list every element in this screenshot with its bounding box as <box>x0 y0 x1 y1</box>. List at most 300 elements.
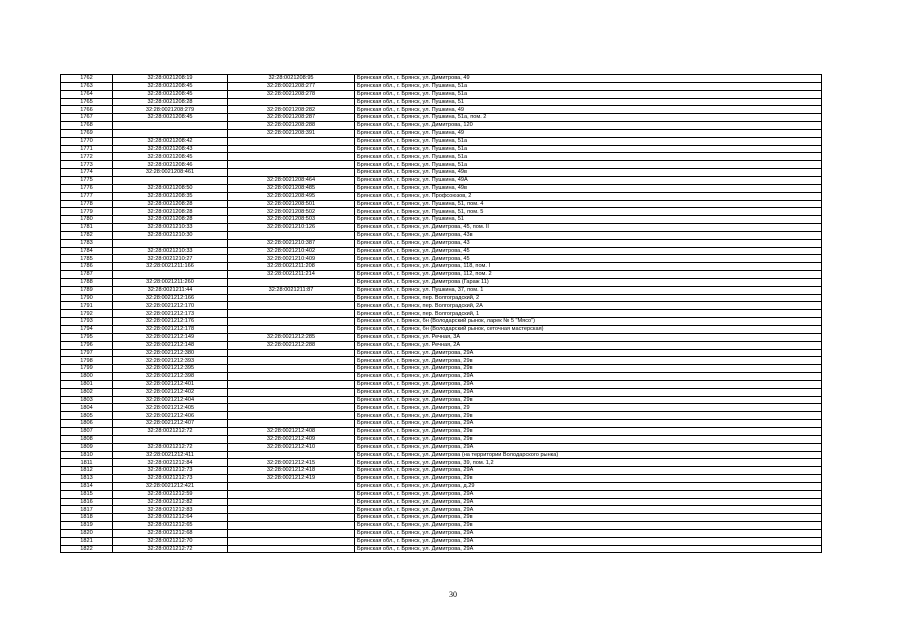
table-row <box>61 239 822 247</box>
building-number-cell <box>228 294 355 302</box>
table-body <box>61 75 822 553</box>
row-number-cell: 1798 <box>61 357 113 365</box>
address-cell: Брянская обл., г. Брянск, ул. Пушкина, 49 <box>355 129 822 137</box>
building-number-cell: 32:28:0021208:278 <box>228 90 355 98</box>
address-cell: Брянская обл., г. Брянск, ул. Димитрова, 29А <box>355 490 822 498</box>
row-number-cell: 1817 <box>61 506 113 514</box>
table-row <box>61 184 822 192</box>
address-cell: Брянская обл., г. Брянск, ул. Пушкина, 51а <box>355 161 822 169</box>
address-cell: Брянская обл., г. Брянск, ул. Димитрова, 29в <box>355 357 822 365</box>
table-row <box>61 200 822 208</box>
building-number-cell <box>228 380 355 388</box>
row-number-cell: 1772 <box>61 153 113 161</box>
building-number-cell: 32:28:0021210:387 <box>228 239 355 247</box>
land-parcel-number-cell: 32:28:0021212:149 <box>113 333 228 341</box>
table-row <box>61 122 822 130</box>
table-row <box>61 482 822 490</box>
address-cell: Брянская обл., г. Брянск, ул. Димитрова, 112, пом. 2 <box>355 271 822 279</box>
building-number-cell <box>228 404 355 412</box>
row-number-cell: 1804 <box>61 404 113 412</box>
address-cell: Брянская обл., г. Брянск, бн (Володарский рынок, сеточная мастерская) <box>355 326 822 334</box>
address-cell: Брянская обл., г. Брянск, ул. Димитрова, 29А <box>355 349 822 357</box>
building-number-cell: 32:28:0021208:503 <box>228 216 355 224</box>
table-row <box>61 475 822 483</box>
row-number-cell: 1820 <box>61 529 113 537</box>
building-number-cell <box>228 396 355 404</box>
land-parcel-number-cell: 32:28:0021208:45 <box>113 153 228 161</box>
land-parcel-number-cell: 32:28:0021212:72 <box>113 545 228 553</box>
row-number-cell: 1784 <box>61 247 113 255</box>
table-row <box>61 459 822 467</box>
row-number-cell: 1794 <box>61 326 113 334</box>
address-cell: Брянская обл., г. Брянск, ул. Профсоюзов, 2 <box>355 192 822 200</box>
row-number-cell: 1814 <box>61 482 113 490</box>
table-row <box>61 326 822 334</box>
row-number-cell: 1793 <box>61 318 113 326</box>
land-parcel-number-cell: 32:28:0021212:407 <box>113 420 228 428</box>
land-parcel-number-cell <box>113 176 228 184</box>
address-cell: Брянская обл., г. Брянск, ул. Пушкина, 51 <box>355 216 822 224</box>
address-cell: Брянская обл., г. Брянск, ул. Димитрова, 29А <box>355 506 822 514</box>
land-parcel-number-cell: 32:28:0021212:84 <box>113 459 228 467</box>
land-parcel-number-cell: 32:28:0021210:33 <box>113 224 228 232</box>
row-number-cell: 1821 <box>61 537 113 545</box>
land-parcel-number-cell: 32:28:0021212:405 <box>113 404 228 412</box>
table-row <box>61 373 822 381</box>
table-row <box>61 286 822 294</box>
table-row <box>61 310 822 318</box>
table-row <box>61 216 822 224</box>
land-parcel-number-cell: 32:28:0021208:28 <box>113 208 228 216</box>
table-row <box>61 506 822 514</box>
row-number-cell: 1770 <box>61 137 113 145</box>
land-parcel-number-cell: 32:28:0021212:68 <box>113 529 228 537</box>
address-cell: Брянская обл., г. Брянск, ул. Димитрова, 29А <box>355 467 822 475</box>
building-number-cell: 32:28:0021208:502 <box>228 208 355 216</box>
row-number-cell: 1795 <box>61 333 113 341</box>
land-parcel-number-cell: 32:28:0021208:461 <box>113 169 228 177</box>
land-parcel-number-cell: 32:28:0021212:64 <box>113 514 228 522</box>
building-number-cell: 32:28:0021211:208 <box>228 263 355 271</box>
building-number-cell <box>228 545 355 553</box>
row-number-cell: 1789 <box>61 286 113 294</box>
address-cell: Брянская обл., г. Брянск, ул. Димитрова, 29в <box>355 412 822 420</box>
address-cell: Брянская обл., г. Брянск, ул. Димитрова, 29в <box>355 514 822 522</box>
building-number-cell <box>228 506 355 514</box>
address-cell: Брянская обл., г. Брянск, ул. Димитрова, 29А <box>355 545 822 553</box>
land-parcel-number-cell: 32:28:0021208:43 <box>113 145 228 153</box>
land-parcel-number-cell: 32:28:0021212:72 <box>113 427 228 435</box>
table-row <box>61 396 822 404</box>
land-parcel-number-cell: 32:28:0021208:45 <box>113 90 228 98</box>
row-number-cell: 1802 <box>61 388 113 396</box>
table-row <box>61 98 822 106</box>
row-number-cell: 1810 <box>61 451 113 459</box>
building-number-cell: 32:28:0021211:214 <box>228 271 355 279</box>
address-cell: Брянская обл., г. Брянск, ул. Пушкина, 49в <box>355 184 822 192</box>
address-cell: Брянская обл., г. Брянск, ул. Димитрова, 29 <box>355 404 822 412</box>
address-cell: Брянская обл., г. Брянск, ул. Димитрова, 45 <box>355 247 822 255</box>
row-number-cell: 1773 <box>61 161 113 169</box>
row-number-cell: 1803 <box>61 396 113 404</box>
address-cell: Брянская обл., г. Брянск, ул. Димитрова, 120 <box>355 122 822 130</box>
row-number-cell: 1788 <box>61 278 113 286</box>
row-number-cell: 1781 <box>61 224 113 232</box>
building-number-cell <box>228 537 355 545</box>
land-parcel-number-cell: 32:28:0021211:44 <box>113 286 228 294</box>
building-number-cell <box>228 161 355 169</box>
land-parcel-number-cell: 32:28:0021208:45 <box>113 82 228 90</box>
table-row <box>61 145 822 153</box>
table-row <box>61 404 822 412</box>
land-parcel-number-cell: 32:28:0021212:166 <box>113 294 228 302</box>
address-cell: Брянская обл., г. Брянск, ул. Пушкина, 51а <box>355 137 822 145</box>
row-number-cell: 1771 <box>61 145 113 153</box>
table-row <box>61 420 822 428</box>
table-row <box>61 514 822 522</box>
table-row <box>61 318 822 326</box>
address-cell: Брянская обл., г. Брянск, ул. Речная, 2А <box>355 341 822 349</box>
land-parcel-number-cell: 32:28:0021212:65 <box>113 522 228 530</box>
address-cell: Брянская обл., г. Брянск, пер. Волгоградский, 2А <box>355 302 822 310</box>
table-row <box>61 208 822 216</box>
land-parcel-number-cell: 32:28:0021212:398 <box>113 373 228 381</box>
row-number-cell: 1797 <box>61 349 113 357</box>
row-number-cell: 1782 <box>61 231 113 239</box>
row-number-cell: 1764 <box>61 90 113 98</box>
building-number-cell <box>228 514 355 522</box>
address-cell: Брянская обл., г. Брянск, пер. Волгоградский, 1 <box>355 310 822 318</box>
row-number-cell: 1790 <box>61 294 113 302</box>
table-row <box>61 137 822 145</box>
address-cell: Брянская обл., г. Брянск, ул. Пушкина, 51а <box>355 145 822 153</box>
row-number-cell: 1775 <box>61 176 113 184</box>
row-number-cell: 1807 <box>61 427 113 435</box>
address-cell: Брянская обл., г. Брянск, ул. Пушкина, 51 <box>355 98 822 106</box>
land-parcel-number-cell: 32:28:0021208:279 <box>113 106 228 114</box>
building-number-cell: 32:28:0021208:391 <box>228 129 355 137</box>
table-row <box>61 388 822 396</box>
row-number-cell: 1769 <box>61 129 113 137</box>
building-number-cell: 32:28:0021208:501 <box>228 200 355 208</box>
building-number-cell: 32:28:0021212:419 <box>228 475 355 483</box>
land-parcel-number-cell: 32:28:0021212:70 <box>113 537 228 545</box>
address-cell: Брянская обл., г. Брянск, ул. Димитрова, 45, пом. II <box>355 224 822 232</box>
table-row <box>61 537 822 545</box>
table-row <box>61 341 822 349</box>
address-cell: Брянская обл., г. Брянск, ул. Пушкина, 49 <box>355 106 822 114</box>
table-row <box>61 435 822 443</box>
land-parcel-number-cell: 32:28:0021208:46 <box>113 161 228 169</box>
row-number-cell: 1812 <box>61 467 113 475</box>
building-number-cell <box>228 451 355 459</box>
address-cell: Брянская обл., г. Брянск, ул. Димитрова, 118, пом. I <box>355 263 822 271</box>
table-row <box>61 278 822 286</box>
building-number-cell: 32:28:0021210:126 <box>228 224 355 232</box>
building-number-cell <box>228 145 355 153</box>
address-cell: Брянская обл., г. Брянск, ул. Димитрова, 39, пом. 1,2 <box>355 459 822 467</box>
land-parcel-number-cell: 32:28:0021212:73 <box>113 467 228 475</box>
address-cell: Брянская обл., г. Брянск, ул. Димитрова, 49 <box>355 75 822 83</box>
building-number-cell: 32:28:0021212:415 <box>228 459 355 467</box>
address-cell: Брянская обл., г. Брянск, ул. Димитрова, 29А <box>355 388 822 396</box>
table-row <box>61 451 822 459</box>
address-cell: Брянская обл., г. Брянск, ул. Пушкина, 51а, пом. 2 <box>355 114 822 122</box>
building-number-cell <box>228 412 355 420</box>
row-number-cell: 1792 <box>61 310 113 318</box>
building-number-cell: 32:28:0021212:410 <box>228 443 355 451</box>
land-parcel-number-cell: 32:28:0021208:19 <box>113 75 228 83</box>
land-parcel-number-cell: 32:28:0021210:27 <box>113 255 228 263</box>
table-row <box>61 545 822 553</box>
address-cell: Брянская обл., г. Брянск, ул. Пушкина, 51а <box>355 90 822 98</box>
address-cell: Брянская обл., г. Брянск, ул. Димитрова, 43 <box>355 239 822 247</box>
row-number-cell: 1762 <box>61 75 113 83</box>
land-parcel-number-cell <box>113 239 228 247</box>
land-parcel-number-cell: 32:28:0021208:28 <box>113 200 228 208</box>
row-number-cell: 1785 <box>61 255 113 263</box>
building-number-cell <box>228 302 355 310</box>
row-number-cell: 1822 <box>61 545 113 553</box>
address-cell: Брянская обл., г. Брянск, ул. Димитрова, 29в <box>355 435 822 443</box>
land-parcel-number-cell: 32:28:0021212:173 <box>113 310 228 318</box>
table-row <box>61 365 822 373</box>
row-number-cell: 1791 <box>61 302 113 310</box>
address-cell: Брянская обл., г. Брянск, ул. Димитрова, 29в <box>355 522 822 530</box>
row-number-cell: 1779 <box>61 208 113 216</box>
land-parcel-number-cell <box>113 122 228 130</box>
table-row <box>61 357 822 365</box>
address-cell: Брянская обл., г. Брянск, ул. Пушкина, 51, пом. 4 <box>355 200 822 208</box>
address-cell: Брянская обл., г. Брянск, ул. Речная, 3А <box>355 333 822 341</box>
address-cell: Брянская обл., г. Брянск, ул. Димитрова, 29А <box>355 380 822 388</box>
land-parcel-number-cell: 32:28:0021212:393 <box>113 357 228 365</box>
building-number-cell <box>228 482 355 490</box>
table-row <box>61 294 822 302</box>
building-number-cell: 32:28:0021212:408 <box>228 427 355 435</box>
land-parcel-number-cell: 32:28:0021212:148 <box>113 341 228 349</box>
building-number-cell <box>228 498 355 506</box>
address-cell: Брянская обл., г. Брянск, ул. Димитрова, 29А <box>355 373 822 381</box>
building-number-cell: 32:28:0021208:464 <box>228 176 355 184</box>
row-number-cell: 1763 <box>61 82 113 90</box>
address-cell: Брянская обл., г. Брянск, ул. Димитрова, 29в <box>355 396 822 404</box>
building-number-cell: 32:28:0021211:87 <box>228 286 355 294</box>
row-number-cell: 1801 <box>61 380 113 388</box>
building-number-cell: 32:28:0021208:277 <box>228 82 355 90</box>
cadastral-table <box>60 74 822 553</box>
building-number-cell: 32:28:0021208:485 <box>228 184 355 192</box>
table-row <box>61 333 822 341</box>
land-parcel-number-cell: 32:28:0021212:73 <box>113 475 228 483</box>
address-cell: Брянская обл., г. Брянск, ул. Димитрова, 29в <box>355 365 822 373</box>
address-cell: Брянская обл., г. Брянск, ул. Димитрова, 29в <box>355 427 822 435</box>
row-number-cell: 1777 <box>61 192 113 200</box>
table-row <box>61 161 822 169</box>
row-number-cell: 1780 <box>61 216 113 224</box>
row-number-cell: 1776 <box>61 184 113 192</box>
row-number-cell: 1799 <box>61 365 113 373</box>
table-row <box>61 529 822 537</box>
address-cell: Брянская обл., г. Брянск, ул. Димитрова (на территории Володарского рынка) <box>355 451 822 459</box>
address-cell: Брянская обл., г. Брянск, ул. Пушкина, 51а <box>355 153 822 161</box>
row-number-cell: 1808 <box>61 435 113 443</box>
land-parcel-number-cell: 32:28:0021212:83 <box>113 506 228 514</box>
table-row <box>61 443 822 451</box>
building-number-cell <box>228 98 355 106</box>
address-cell: Брянская обл., г. Брянск, ул. Димитрова, 45 <box>355 255 822 263</box>
building-number-cell <box>228 153 355 161</box>
building-number-cell <box>228 169 355 177</box>
land-parcel-number-cell: 32:28:0021212:421 <box>113 482 228 490</box>
table-row <box>61 498 822 506</box>
table-row <box>61 255 822 263</box>
table-row <box>61 263 822 271</box>
table-row <box>61 192 822 200</box>
table-row <box>61 129 822 137</box>
land-parcel-number-cell: 32:28:0021208:45 <box>113 114 228 122</box>
address-cell: Брянская обл., г. Брянск, ул. Димитрова, д.29 <box>355 482 822 490</box>
land-parcel-number-cell <box>113 271 228 279</box>
table-row <box>61 231 822 239</box>
land-parcel-number-cell: 32:28:0021211:260 <box>113 278 228 286</box>
table-row <box>61 169 822 177</box>
land-parcel-number-cell: 32:28:0021208:28 <box>113 98 228 106</box>
building-number-cell: 32:28:0021208:282 <box>228 106 355 114</box>
land-parcel-number-cell: 32:28:0021212:411 <box>113 451 228 459</box>
building-number-cell <box>228 318 355 326</box>
land-parcel-number-cell: 32:28:0021212:401 <box>113 380 228 388</box>
building-number-cell <box>228 137 355 145</box>
table-row <box>61 82 822 90</box>
row-number-cell: 1819 <box>61 522 113 530</box>
land-parcel-number-cell: 32:28:0021212:178 <box>113 326 228 334</box>
land-parcel-number-cell: 32:28:0021212:404 <box>113 396 228 404</box>
land-parcel-number-cell: 32:28:0021212:72 <box>113 443 228 451</box>
land-parcel-number-cell: 32:28:0021212:82 <box>113 498 228 506</box>
building-number-cell: 32:28:0021210:402 <box>228 247 355 255</box>
land-parcel-number-cell: 32:28:0021208:28 <box>113 216 228 224</box>
table-row <box>61 247 822 255</box>
row-number-cell: 1765 <box>61 98 113 106</box>
row-number-cell: 1809 <box>61 443 113 451</box>
land-parcel-number-cell: 32:28:0021212:170 <box>113 302 228 310</box>
row-number-cell: 1768 <box>61 122 113 130</box>
table-row <box>61 106 822 114</box>
address-cell: Брянская обл., г. Брянск, ул. Димитрова, 43в <box>355 231 822 239</box>
land-parcel-number-cell: 32:28:0021212:380 <box>113 349 228 357</box>
table-row <box>61 380 822 388</box>
row-number-cell: 1778 <box>61 200 113 208</box>
address-cell: Брянская обл., г. Брянск, ул. Димитрова, 29в <box>355 475 822 483</box>
building-number-cell <box>228 373 355 381</box>
address-cell: Брянская обл., г. Брянск, ул. Пушкина, 49А <box>355 176 822 184</box>
row-number-cell: 1774 <box>61 169 113 177</box>
table-row <box>61 90 822 98</box>
building-number-cell <box>228 349 355 357</box>
land-parcel-number-cell: 32:28:0021208:35 <box>113 192 228 200</box>
building-number-cell <box>228 326 355 334</box>
address-cell: Брянская обл., г. Брянск, ул. Димитрова, 29А <box>355 420 822 428</box>
building-number-cell <box>228 231 355 239</box>
building-number-cell: 32:28:0021210:409 <box>228 255 355 263</box>
table-row <box>61 490 822 498</box>
row-number-cell: 1787 <box>61 271 113 279</box>
table-row <box>61 224 822 232</box>
building-number-cell: 32:28:0021208:287 <box>228 114 355 122</box>
building-number-cell: 32:28:0021208:95 <box>228 75 355 83</box>
building-number-cell <box>228 278 355 286</box>
building-number-cell <box>228 357 355 365</box>
building-number-cell: 32:28:0021208:288 <box>228 122 355 130</box>
address-cell: Брянская обл., г. Брянск, ул. Димитрова, 29А <box>355 443 822 451</box>
table-row <box>61 75 822 83</box>
land-parcel-number-cell: 32:28:0021208:42 <box>113 137 228 145</box>
building-number-cell: 32:28:0021212:418 <box>228 467 355 475</box>
building-number-cell: 32:28:0021212:285 <box>228 333 355 341</box>
address-cell: Брянская обл., г. Брянск, ул. Пушкина, 49в <box>355 169 822 177</box>
building-number-cell <box>228 310 355 318</box>
table-row <box>61 176 822 184</box>
row-number-cell: 1767 <box>61 114 113 122</box>
table-row <box>61 349 822 357</box>
land-parcel-number-cell: 32:28:0021210:33 <box>113 247 228 255</box>
table-row <box>61 522 822 530</box>
building-number-cell <box>228 420 355 428</box>
table-row <box>61 114 822 122</box>
row-number-cell: 1813 <box>61 475 113 483</box>
address-cell: Брянская обл., г. Брянск, ул. Димитрова (Гараж 11) <box>355 278 822 286</box>
building-number-cell: 32:28:0021212:409 <box>228 435 355 443</box>
table-row <box>61 412 822 420</box>
row-number-cell: 1818 <box>61 514 113 522</box>
row-number-cell: 1766 <box>61 106 113 114</box>
row-number-cell: 1805 <box>61 412 113 420</box>
building-number-cell <box>228 490 355 498</box>
address-cell: Брянская обл., г. Брянск, бн (Володарский рынок, ларек № 5 "Мясо") <box>355 318 822 326</box>
land-parcel-number-cell: 32:28:0021210:30 <box>113 231 228 239</box>
building-number-cell: 32:28:0021208:495 <box>228 192 355 200</box>
address-cell: Брянская обл., г. Брянск, ул. Димитрова, 29А <box>355 529 822 537</box>
building-number-cell <box>228 522 355 530</box>
address-cell: Брянская обл., г. Брянск, пер. Волгоградский, 2 <box>355 294 822 302</box>
row-number-cell: 1815 <box>61 490 113 498</box>
address-cell: Брянская обл., г. Брянск, ул. Димитрова, 29А <box>355 498 822 506</box>
table-row <box>61 302 822 310</box>
row-number-cell: 1806 <box>61 420 113 428</box>
land-parcel-number-cell: 32:28:0021212:59 <box>113 490 228 498</box>
row-number-cell: 1796 <box>61 341 113 349</box>
building-number-cell <box>228 529 355 537</box>
land-parcel-number-cell <box>113 129 228 137</box>
building-number-cell: 32:28:0021212:288 <box>228 341 355 349</box>
building-number-cell <box>228 365 355 373</box>
document-page <box>60 74 822 553</box>
table-row <box>61 271 822 279</box>
land-parcel-number-cell: 32:28:0021212:402 <box>113 388 228 396</box>
building-number-cell <box>228 388 355 396</box>
address-cell: Брянская обл., г. Брянск, ул. Димитрова, 29А <box>355 537 822 545</box>
row-number-cell: 1786 <box>61 263 113 271</box>
land-parcel-number-cell: 32:28:0021208:50 <box>113 184 228 192</box>
land-parcel-number-cell: 32:28:0021211:166 <box>113 263 228 271</box>
address-cell: Брянская обл., г. Брянск, ул. Пушкина, 51а <box>355 82 822 90</box>
page-number: 30 <box>449 590 457 599</box>
land-parcel-number-cell: 32:28:0021212:176 <box>113 318 228 326</box>
row-number-cell: 1811 <box>61 459 113 467</box>
row-number-cell: 1800 <box>61 373 113 381</box>
land-parcel-number-cell: 32:28:0021212:406 <box>113 412 228 420</box>
